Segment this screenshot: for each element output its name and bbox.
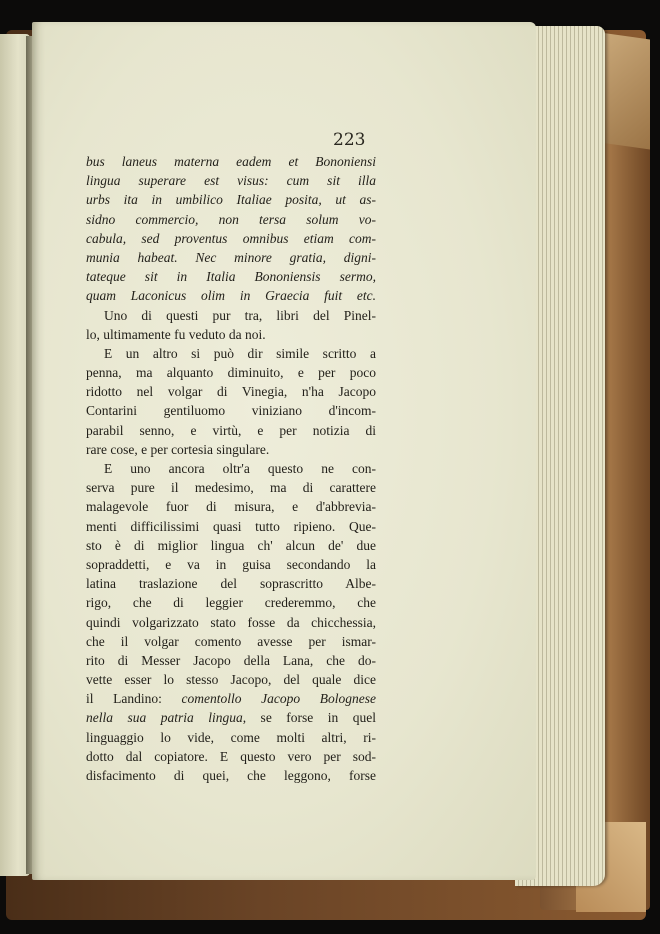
text-line xyxy=(86,689,376,708)
page-number: 223 xyxy=(333,130,366,150)
text-line: lo, ultimamente fu veduto da noi. xyxy=(86,326,266,342)
text-line: quam Laconicus olim in Graecia fuit etc. xyxy=(86,288,376,304)
text-line: lingua superare est visus: cum sit illa xyxy=(86,173,376,189)
text-line: serva pure il medesimo, ma di carattere xyxy=(86,480,376,496)
text-line: quindi volgarizzato stato fosse da chicchessia, xyxy=(86,614,376,630)
text-line: bus laneus materna eadem et Bononiensi xyxy=(86,154,376,169)
text-line: Uno di questi pur tra, libri del Pinel- xyxy=(104,307,376,323)
text-line: disfacimento di quei, che leggono, forse xyxy=(86,768,376,783)
text-line: urbs ita in umbilico Italiae posita, ut as- xyxy=(86,192,376,208)
text-line: munia habeat. Nec minore gratia, digni- xyxy=(86,249,376,265)
leather-corner-top xyxy=(600,32,650,149)
text-line: tateque sit in Italia Bononiensis sermo, xyxy=(86,269,376,285)
text-line: sidno commercio, non tersa solum vo- xyxy=(86,211,376,227)
text-line: rare cose, e per cortesia singulare. xyxy=(86,441,270,457)
text-line: rito di Messer Jacopo della Lana, che do- xyxy=(86,652,376,668)
text-line: penna, ma alquanto diminuito, e per poco xyxy=(86,365,376,381)
text-segment: il Landino: xyxy=(86,691,182,707)
text-line: sto è di miglior lingua ch' alcun de' due xyxy=(86,537,376,553)
text-line: ridotto nel volgar di Vinegia, n'ha Jacopo xyxy=(86,384,376,400)
text-line: Contarini gentiluomo viniziano d'incom- xyxy=(86,403,376,419)
text-line: menti difficilissimi quasi tutto ripieno. Que- xyxy=(86,518,376,534)
body-text xyxy=(86,152,376,785)
text-line: che il volgar comento avesse per ismar- xyxy=(86,633,376,649)
text-line: sopraddetti, e va in guisa secondando la xyxy=(86,556,376,572)
text-segment: comentollo Jacopo Bolognese xyxy=(181,691,376,707)
text-line: rigo, che di leggier crederemmo, che xyxy=(86,595,376,611)
text-line: dotto dal copiatore. E questo vero per sod- xyxy=(86,748,376,764)
text-line: E uno ancora oltr'a questo ne con- xyxy=(104,461,376,476)
text-segment: nella sua patria lingua xyxy=(86,710,243,726)
text-line: vette esser lo stesso Jacopo, del quale dice xyxy=(86,672,376,688)
text-line: latina traslazione del soprascritto Albe- xyxy=(86,576,376,592)
text-line: parabil senno, e virtù, e per notizia di xyxy=(86,422,376,438)
text-segment: , se forse in quel xyxy=(242,710,376,726)
text-line: linguaggio lo vide, come molti altri, ri- xyxy=(86,729,376,745)
text-line: cabula, sed proventus omnibus etiam com- xyxy=(86,230,376,246)
text-line: E un altro si può dir simile scritto a xyxy=(104,345,376,361)
text-line xyxy=(86,708,376,727)
text-line: malagevole fuor di misura, e d'abbrevia- xyxy=(86,499,376,515)
